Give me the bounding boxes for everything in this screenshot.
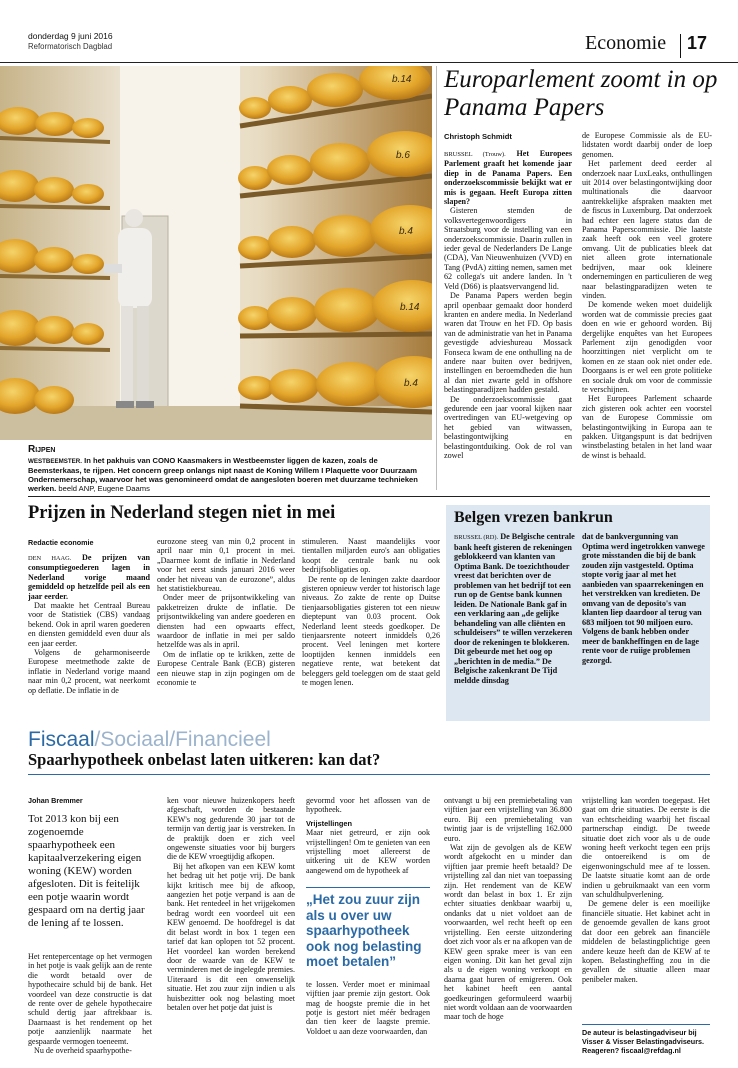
panama-dateline: BRUSSEL (Trouw). bbox=[444, 151, 506, 158]
prijzen-col-3: stimuleren. Naast maandelijks voor tientallen miljarden euro's aan obligaties koopt de centrale bank nu ook bedrijfsobligaties op. De rente op de leningen zakte daardoor gisteren opnieuw verder tot historisch lage niveaus. Zo zakte de rente op Duitse tienjaarsobligaties gisteren tot een nieuw dieptepunt van 0.03 procent. Ook Nederland leent steeds goedkoper. De tienjaarsrente noteert inmiddels 0,26 procent. Veel leningen met kortere looptijden kennen inmiddels een negatieve rente, wat betekent dat beleggers geld toeleggen om de staat geld te mogen lenen. bbox=[302, 537, 440, 688]
cheese-label: b.14 bbox=[400, 302, 420, 313]
cheese-label: b.14 bbox=[392, 74, 412, 85]
spaar-footer: De auteur is belastingadviseur bij Visser & Visser Belastingadviseurs. Reageren? fiscaal@refdag.nl bbox=[582, 1028, 704, 1055]
spaar-intro: Tot 2013 kon bij een zogenoemde spaarhypotheek een kapitaalverzekering eigen woning (KEW) worden afgesloten. Dit is feitelijk een potje waarin wordt gespaard om na dertig jaar de lening af te lossen. bbox=[28, 813, 145, 929]
cheese-photo bbox=[0, 66, 432, 440]
photo-caption bbox=[28, 456, 432, 493]
spaar-pullquote: „Het zou zuur zijn als u over uw spaarhypotheek ook nog belasting moet betalen” bbox=[306, 887, 430, 970]
masthead-rule bbox=[0, 62, 738, 63]
section-title: Economie bbox=[585, 32, 667, 54]
rubric-sociaal: Sociaal bbox=[100, 728, 170, 751]
masthead-paper: Reformatorisch Dagblad bbox=[28, 42, 113, 51]
spaar-headline: Spaarhypotheek onbelast laten uitkeren: kan dat? bbox=[28, 750, 381, 769]
belgen-col-2: dat de bankvergunning van Optima werd ingetrokken vanwege grote misstanden die bij de bank zouden zijn vastgesteld. Optima stopte vorig jaar al met het aanbieden van spaarrekeningen en het verstrekken van kredieten. De omvang van de deposito's van klanten liep daardoor al terug van 683 miljoen tot 90 miljoen euro. Volgens de bank hebben onder meer de bankheffingen en de lage rente voor de ruiige problemen gezorgd. bbox=[582, 532, 705, 665]
photo-credit: beeld ANP, Eugene Daams bbox=[58, 484, 150, 493]
column-rule bbox=[436, 66, 437, 490]
belgen-col-1: BRUSSEL (RD). De Belgische centrale bank heeft gisteren de rekeningen geblokkeerd van klanten van Optima Bank. De toezichthouder vreest dat berichten over de problemen van het bedrijf tot een run op de Gentse bank kunnen leiden. De Nationale Bank gaf in een verklaring aan „de gelijke behandeling van alle cliënten en schuldeisers” te willen verzekeren door de rekeningen te blokkeren. Dit gebeurde met het oog op „berichten in de media.” De Belgische zakenkrant De Tijd meldde dinsdag bbox=[454, 532, 575, 685]
prijzen-col-2: eurozone steeg van min 0,2 procent in april naar min 0,1 procent in mei. „Daarmee komt de inflatie in Nederland voor het eerst sinds januari 2016 weer onder het niveau van de eurozone”, aldus het statistiekbureau. Onder meer de prijsontwikkeling van pakketreizen drukte de inflatie. De prijsontwikkeling van andere goederen en diensten had een opwaarts effect, waardoor de inflatie in mei per saldo hetzelfde was als in april. Om de inflatie op te krikken, zette de Europese Centrale Bank (ECB) gisteren een nieuwe stap in zijn pogingen om de economie te bbox=[157, 537, 295, 688]
section-divider bbox=[680, 34, 681, 58]
cheese-label: b.4 bbox=[399, 226, 413, 237]
cheese-label: b.6 bbox=[396, 150, 410, 161]
spaar-col-1: Het rentepercentage op het vermogen in het potje is vaak gelijk aan de rente die wordt betaald over de hypothecaire schuld bij de bank. Het voordeel van deze constructie is dat de rente over de gehele hypothecaire schuld dertig jaar aftrekbaar is. Daarnaast is het rendement op het potje aanzienlijk naarmate het gespaarde vermogen toeneemt. Nu de overheid spaarhypothe- bbox=[28, 952, 152, 1056]
belgen-dateline: BRUSSEL (RD). bbox=[454, 534, 499, 541]
spaar-col-3: gevormd voor het aflossen van de hypotheek. Vrijstellingen Maar niet getreurd, er zijn ook vrijstellingen! Om te genieten van een vrijstelling moet allereerst de uitkering uit de KEW worden aangewend om de hypotheek af „Het zou zuur zijn als u over uw spaarhypotheek ook nog belasting moet betalen” te lossen. Verder moet er minimaal vijftien jaar premie zijn gestort. Ook mag de hoogste premie die in het potje is gestort niet méér bedragen dan tien keer de laagste premie. Voldoet u aan deze voorwaarden, dan bbox=[306, 796, 430, 1036]
panama-byline: Christoph Schmidt bbox=[444, 132, 512, 141]
spaar-col-2: ken voor nieuwe huizenkopers heeft afgeschaft, worden de bestaande KEW's nog gedurende 30 jaar tot de termijn van dertig jaar is verstreken. In de praktijk doen er zich veel ongewenste situaties voor bij burgers die de KEW vroegtijdig afkopen. Bij het afkopen van een KEW komt het bedrag uit het potje vrij. De bank kijkt kritisch mee bij de afkoop, aangezien het potje verpand is aan de bank. Het rentedeel in het vrijgekomen bedrag wordt een voordeel uit een KEW genoemd. De hoofdregel is dat dit belast wordt in box 1 tegen een tarief dat kan oplopen tot 52 procent. Het voordeel kan worden berekend door de waarde van de KEW te verminderen met de ingelegde premies. Uiteraard is dit een onwenselijk situatie. Het zou zuur zijn indien u als huisbezitter ook nog belasting moet betalen over het potje dat juist is bbox=[167, 796, 295, 1012]
section-rule bbox=[28, 496, 710, 497]
rubric-financieel: Financieel bbox=[175, 728, 271, 751]
belgen-headline: Belgen vrezen bankrun bbox=[454, 509, 613, 526]
prijzen-dateline: DEN HAAG. bbox=[28, 555, 72, 562]
spaar-col-4: ontvangt u bij een premiebetaling van vijftien jaar een vrijstelling van 36.800 euro. Bij een premiebetaling van twintig jaar is de vrijstelling 162.000 euro. Wat zijn de gevolgen als de KEW wordt afgekocht en u minder dan vijftien jaar premie heeft betaald? De vrijstelling zal dan niet van toepassing zijn. Het rendement van de KEW wordt dan belast in box 1. Er zijn echter situaties denkbaar waarbij u, ondanks dat u niet voldoet aan de voorwaarden, wel recht heeft op een vrijstelling. Een eerste uitzondering doet zich voor als er na afkopen van de KEW geen sprake meer is van een eigen woning. Dit kan het geval zijn als u de eigen woning verkoopt en daarna gaat huren of emigreren. Ook het kabinet heeft een aantal goedkeuringen geformuleerd waarbij niet wordt voldaan aan de voorwaarden maar toch de hoge bbox=[444, 796, 572, 1022]
cheese-warehouse-image bbox=[0, 66, 432, 440]
cheese-label: b.4 bbox=[404, 378, 418, 389]
prijzen-byline: Redactie economie bbox=[28, 538, 94, 547]
masthead-date: donderdag 9 juni 2016 bbox=[28, 31, 113, 41]
rubric-title: Fiscaal/Sociaal/Financieel bbox=[28, 728, 271, 751]
photo-kicker: Rijpen bbox=[28, 444, 56, 455]
rubric-fiscaal: Fiscaal bbox=[28, 728, 95, 751]
caption-text: In het pakhuis van CONO Kaasmakers in Westbeemster liggen de kazen, zoals de Beemsterkaas, te rijpen. Het concern greep onlangs nipt naast de Koning Willem I Plaquette voor Duurzaam Ondernemerschap, waarvoor het was genomineerd omdat de aangesloten boeren met duurzame technieken werken. bbox=[28, 456, 418, 493]
prijzen-col-1: DEN HAAG. De prijzen van consumptiegoederen lagen in Nederland vorige maand gemiddeld op hetzelfde peil als een jaar eerder. Dat maakte het Centraal Bureau voor de Statistiek (CBS) vandaag bekend. Ook in april waren goederen en diensten gemiddeld even duur als een jaar eerder. Volgens de geharmoniseerde Europese meetmethode zakte de inflatie in Nederland vorige maand naar min 0,2 procent, wat neerkomt op deflatie. De inflatie in de bbox=[28, 553, 150, 695]
panama-lead: Het Europees Parlement graaft het komende jaar diep in de Panama Papers. Een onderzoekscommissie bekijkt wat er mis is gegaan. Heeft Europa zitten slapen? bbox=[444, 149, 572, 207]
spaar-subhead: Vrijstellingen bbox=[306, 818, 352, 828]
page-number: 17 bbox=[687, 33, 708, 53]
footer-rule bbox=[582, 1024, 710, 1025]
panama-col-1: BRUSSEL (Trouw). Het Europees Parlement graaft het komende jaar diep in de Panama Papers. Een onderzoekscommissie bekijkt wat er mis is gegaan. Heeft Europa zitten slapen? Gisteren stemden de volksvertegenwoordigers in Straatsburg voor de instelling van een onderzoekscommissie. Daarin zullen in ieder geval de Nederlanders De Lange (CDA), Van Nieuwenhuizen (VVD) en Tang (PvdA) zitting nemen, samen met 62 collega's uit andere landen. In 't Veld (D66) is plaatsvervangend lid. De Panama Papers werden begin april openbaar gemaakt door honderd kranten en andere media. In Nederland waren dat Trouw en het FD. Op basis van de administratie van het in Panama gevestigde advieshureau Mossack Fonseca kwam de ene onthulling na de andere naar buiten over bedrijven, instellingen en beroemdheden die hun al dan niet zwarte geld in offshore belastingparadijzen hadden gestald. De onderzoekscommissie gaat gedurende een jaar vooral kijken naar overtredingen van EU-wetgeving op het gebied van witwassen, belastingontwijking en belastingontduiking. Ook de rol van zowel bbox=[444, 149, 572, 460]
spaar-rule bbox=[28, 774, 710, 775]
spaar-col-5: vrijstelling kan worden toegepast. Het gaat om drie situaties. De eerste is die van echtscheiding waarbij het fiscaal partnerschap eindigt. De tweede situatie doet zich voor als u de oude woning heeft verkocht tegen een prijs die ontoereikend is om de eigenwoningschuld mee af te lossen. De laatste situatie komt aan de orde indien u gebruikmaakt van een vorm van schuldhulpverlening. De gemene deler is een moeilijke financiële situatie. Het kabinet acht in de genoemde gevallen de kans groot dat door een gebrek aan financiële middelen de belastingplichtige geen andere keuze heeft dan de KEW af te kopen. Belastingheffing zou in die gevallen de situatie alleen maar penibeler maken. bbox=[582, 796, 710, 984]
spaar-byline: Johan Bremmer bbox=[28, 796, 83, 805]
prijzen-headline: Prijzen in Nederland stegen niet in mei bbox=[28, 503, 336, 523]
panama-headline: Europarlement zoomt in op Panama Papers bbox=[444, 66, 718, 121]
caption-place: WESTBEEMSTER. bbox=[28, 458, 82, 465]
panama-col-2: de Europese Commissie als de EU-lidstaten wordt daarbij onder de loep genomen. Het parlement deed eerder al onderzoek naar LuxLeaks, onthullingen uit 2014 over belastingontwijking door multinationals die daarvoor aantrekkelijke afspraken maakten met de fiscus in Luxemburg. Dat onderzoek had echter een lagere status dan de Panama Paperscommissie. Die laatste zaak heeft ook een veel grotere omvang. Uit de publicaties bleek dat niet alleen grote internationale bedrijven, maar ook kleinere ondernemingen en particulieren de weg naar belastingparadijzen weten te vinden. De komende weken moet duidelijk worden wat de commissie precies gaat doen en wie er gehoord worden. Bij dergelijke enquêtes van het Europees Parlement zijn genodigden voor hoorzittingen niet verplicht om te komen en ze staan ook niet onder ede. Doorgaans is er wel een grote politieke en sociale druk om voor de commissie te verschijnen. Het Europees Parlement schaarde zich gisteren ook achter een voorstel van de Europese Commissie om belastingontwijking in Europa aan te pakken. Uitgangspunt is dat bedrijven winstbelasting betalen in het land waar de winst is behaald. bbox=[582, 131, 712, 460]
